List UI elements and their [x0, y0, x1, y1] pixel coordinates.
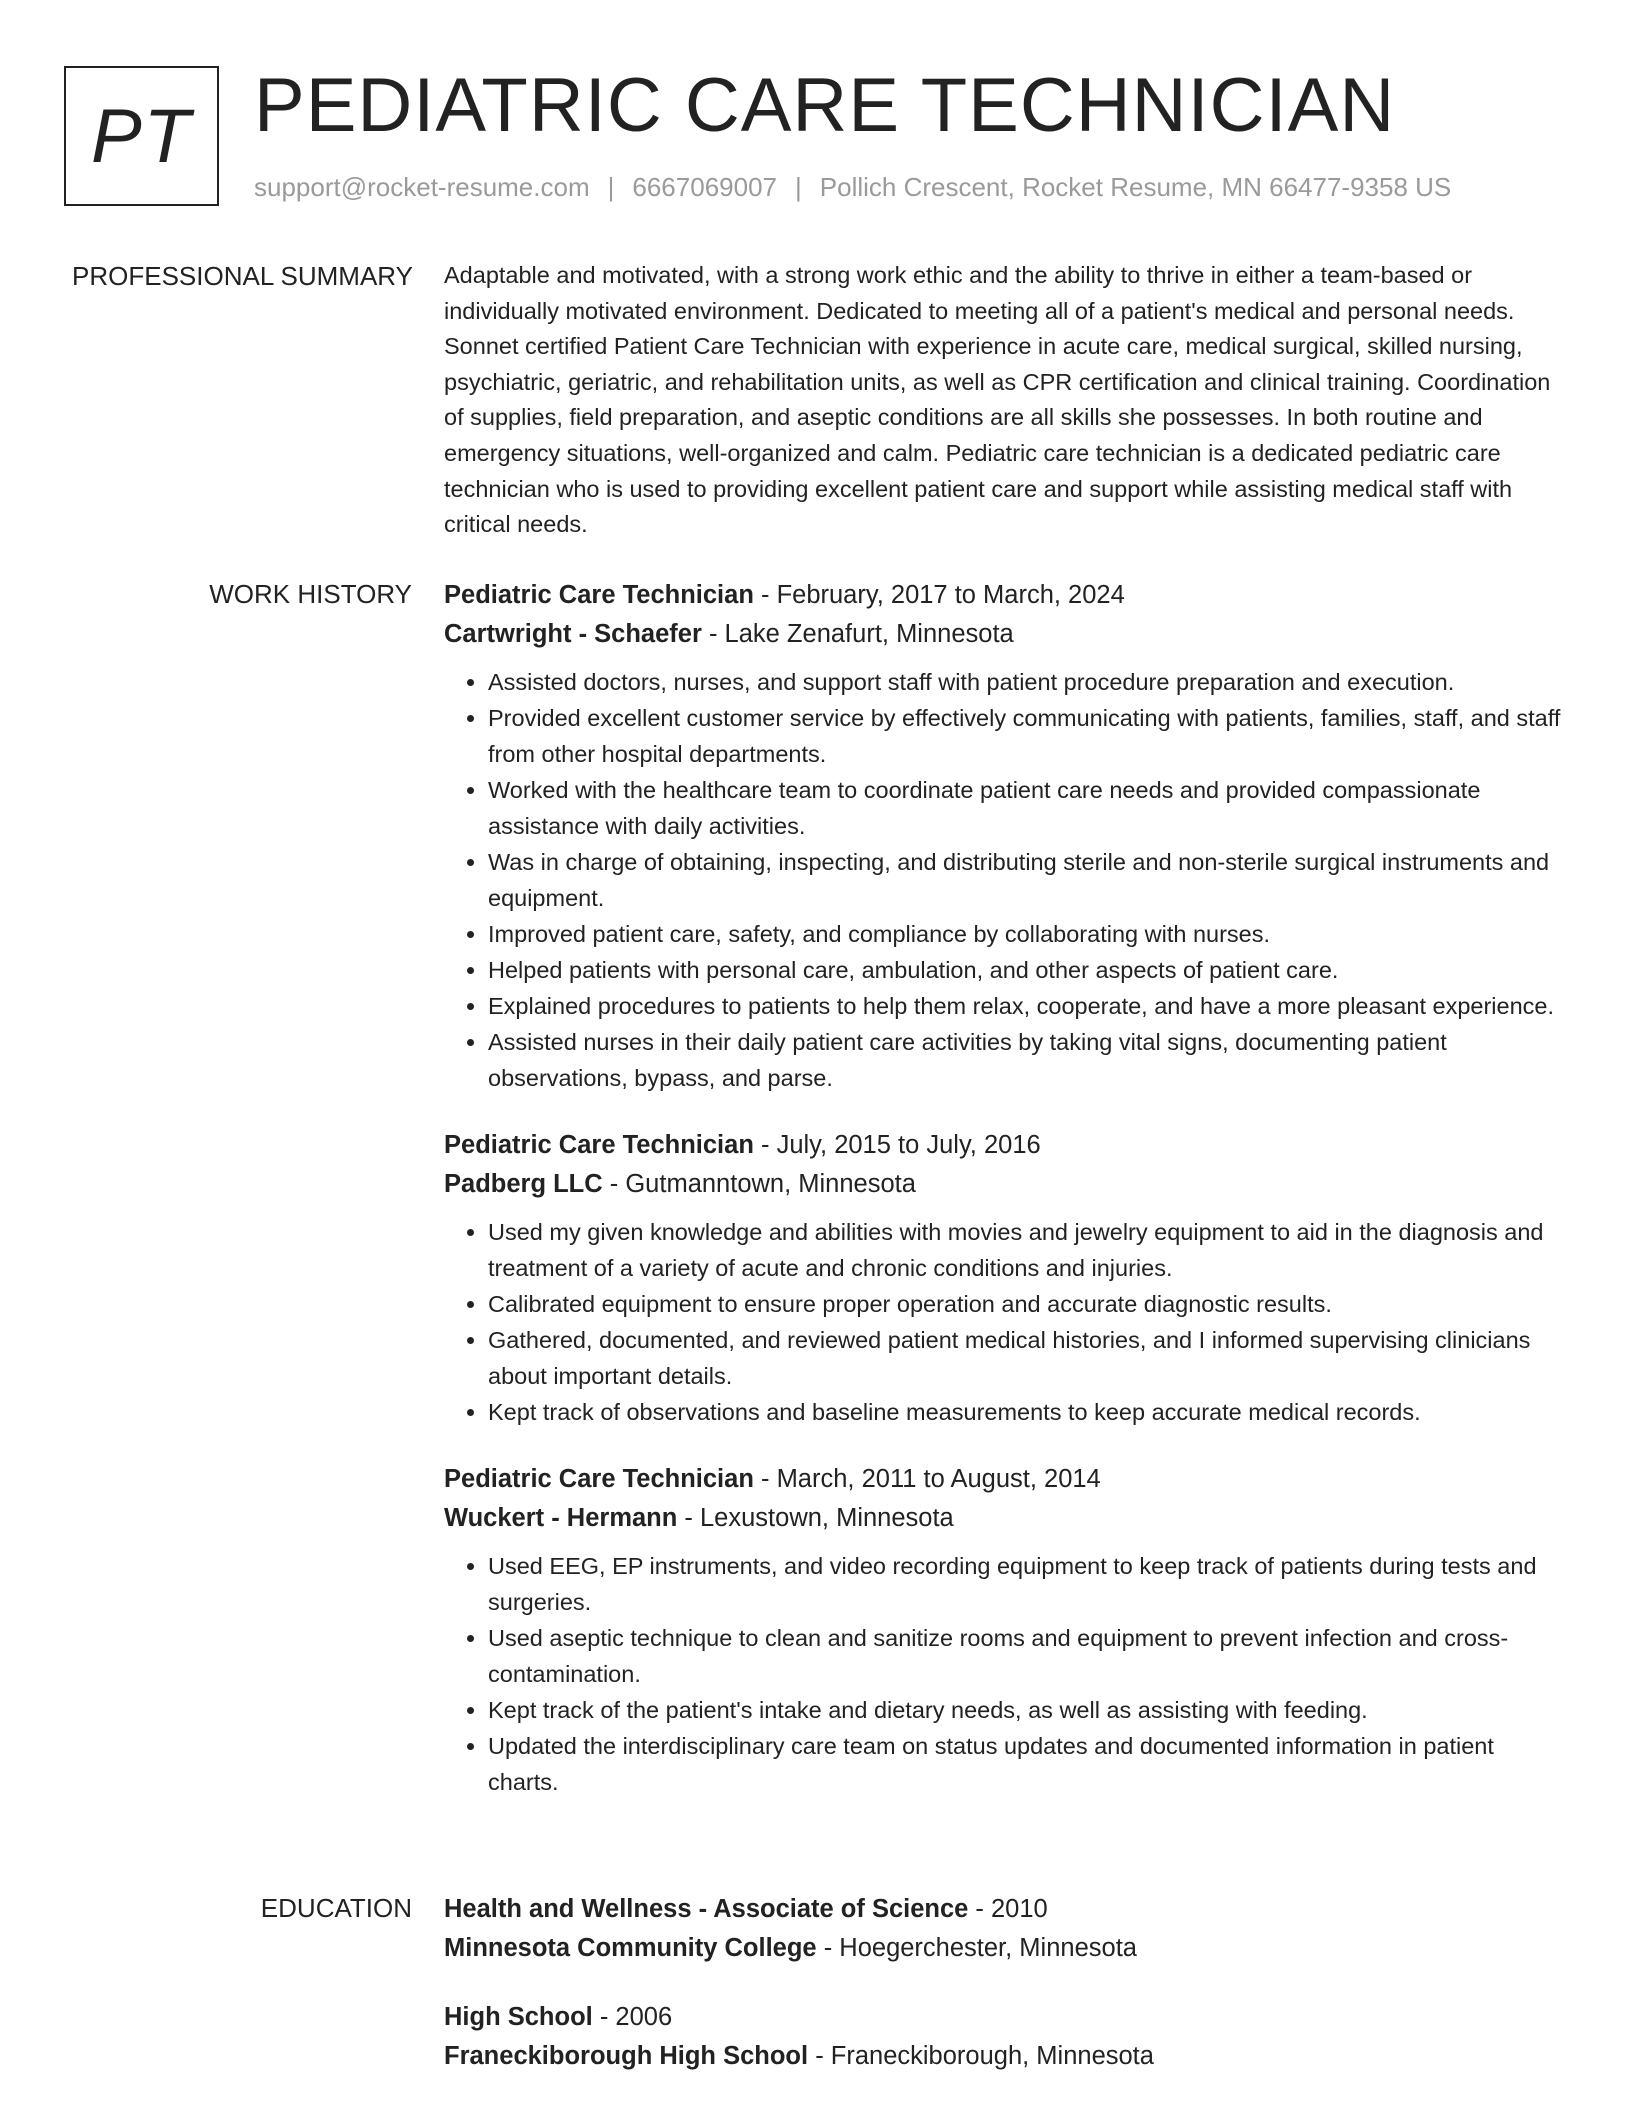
job-bullets: [444, 1548, 1564, 1800]
list-item: • Kept track of observations and baseline measurements to keep accurate medical records.: [488, 1394, 1564, 1430]
job-company: Wuckert - Hermann: [444, 1504, 678, 1532]
contact-phone: 6667069007: [632, 172, 777, 202]
education-school-line: [444, 1929, 1564, 1968]
section-label: EDUCATION: [260, 1893, 412, 1923]
resume-header: [64, 63, 1584, 210]
job-company-line: [444, 1499, 1564, 1538]
education-location: - Hoegerchester, Minnesota: [816, 1934, 1137, 1962]
job-entry: [444, 1460, 1564, 1800]
job-entry: [444, 576, 1564, 1096]
contact-line: [254, 172, 1451, 203]
list-item: • Assisted nurses in their daily patient care activities by taking vital signs, documenting patient observations, bypass, and parse.: [488, 1024, 1564, 1096]
job-company: Cartwright - Schaefer: [444, 620, 702, 648]
list-item: • Provided excellent customer service by effectively communicating with patients, families, staff, and staff from other hospital departments.: [488, 700, 1564, 772]
education-degree-line: [444, 1998, 1564, 2037]
job-title: Pediatric Care Technician: [444, 1465, 754, 1493]
contact-address: Pollich Crescent, Rocket Resume, MN 66477-9358 US: [819, 172, 1452, 202]
list-item: • Used EEG, EP instruments, and video recording equipment to keep track of patients during tests and surgeries.: [488, 1548, 1564, 1620]
job-title-line: [444, 1460, 1564, 1499]
job-title-line: [444, 576, 1564, 615]
education-location: - Franeckiborough, Minnesota: [808, 2042, 1154, 2070]
monogram-badge: PT: [64, 66, 219, 206]
job-location: - Lake Zenafurt, Minnesota: [701, 620, 1014, 648]
job-dates: - February, 2017 to March, 2024: [753, 581, 1125, 609]
job-company: Padberg LLC: [444, 1170, 603, 1198]
list-item: • Used my given knowledge and abilities with movies and jewelry equipment to aid in the diagnosis and treatment of a variety of acute and chronic conditions and injuries.: [488, 1214, 1564, 1286]
section-label: PROFESSIONAL SUMMARY: [72, 261, 413, 291]
job-dates: - March, 2011 to August, 2014: [753, 1465, 1101, 1493]
education-degree: Health and Wellness - Associate of Science: [444, 1895, 969, 1923]
list-item: • Kept track of the patient's intake and dietary needs, as well as assisting with feeding.: [488, 1692, 1564, 1728]
education-school-line: [444, 2037, 1564, 2076]
education-entry: [444, 1890, 1564, 1968]
education-degree-line: [444, 1890, 1564, 1929]
education-entry: [444, 1998, 1564, 2076]
job-location: - Gutmanntown, Minnesota: [602, 1170, 916, 1198]
list-item: • Assisted doctors, nurses, and support staff with patient procedure preparation and execution.: [488, 664, 1564, 700]
education-year: - 2010: [968, 1895, 1048, 1923]
list-item: • Gathered, documented, and reviewed patient medical histories, and I informed supervising clinicians about important details.: [488, 1322, 1564, 1394]
job-company-line: [444, 615, 1564, 654]
contact-email: support@rocket-resume.com: [254, 172, 590, 202]
education-degree: High School: [444, 2003, 593, 2031]
education-school: Minnesota Community College: [444, 1934, 817, 1962]
list-item: • Used aseptic technique to clean and sanitize rooms and equipment to prevent infection and cross-contamination.: [488, 1620, 1564, 1692]
list-item: • Improved patient care, safety, and compliance by collaborating with nurses.: [488, 916, 1564, 952]
list-item: • Was in charge of obtaining, inspecting, and distributing sterile and non-sterile surgical instruments and equipment.: [488, 844, 1564, 916]
section-label: WORK HISTORY: [209, 579, 412, 609]
job-company-line: [444, 1165, 1564, 1204]
job-title: Pediatric Care Technician: [444, 1131, 754, 1159]
list-item: • Calibrated equipment to ensure proper operation and accurate diagnostic results.: [488, 1286, 1564, 1322]
job-location: - Lexustown, Minnesota: [677, 1504, 954, 1532]
summary-text: Adaptable and motivated, with a strong work ethic and the ability to thrive in either a team-based or individually motivated environment. Dedicated to meeting all of a patient's medical and personal needs. Sonnet certified Patient Care Technician with experience in acute care, medical surgical, skilled nursing, psychiatric, geriatric, and rehabilitation units, as well as CPR certification and clinical training. Coordination of supplies, field preparation, and aseptic conditions are all skills she possesses. In both routine and emergency situations, well-organized and calm. Pediatric care technician is a dedicated pediatric care technician who is used to providing excellent patient care and support while assisting medical staff with critical needs.: [444, 262, 1551, 538]
list-item: • Explained procedures to patients to help them relax, cooperate, and have a more pleasant experience.: [488, 988, 1564, 1024]
list-item: • Worked with the healthcare team to coordinate patient care needs and provided compassionate assistance with daily activities.: [488, 772, 1564, 844]
contact-separator: |: [607, 172, 615, 202]
job-bullets: [444, 664, 1564, 1096]
contact-separator: |: [795, 172, 802, 202]
job-entry: [444, 1126, 1564, 1430]
job-dates: - July, 2015 to July, 2016: [753, 1131, 1041, 1159]
job-title-line: [444, 1126, 1564, 1165]
education-school: Franeckiborough High School: [444, 2042, 809, 2070]
job-title: Pediatric Care Technician: [444, 581, 754, 609]
list-item: • Helped patients with personal care, ambulation, and other aspects of patient care.: [488, 952, 1564, 988]
education-year: - 2006: [592, 2003, 673, 2031]
resume-title: PEDIATRIC CARE TECHNICIAN: [254, 63, 1396, 148]
list-item: • Updated the interdisciplinary care team on status updates and documented information in patient charts.: [488, 1728, 1564, 1800]
job-bullets: [444, 1214, 1564, 1430]
